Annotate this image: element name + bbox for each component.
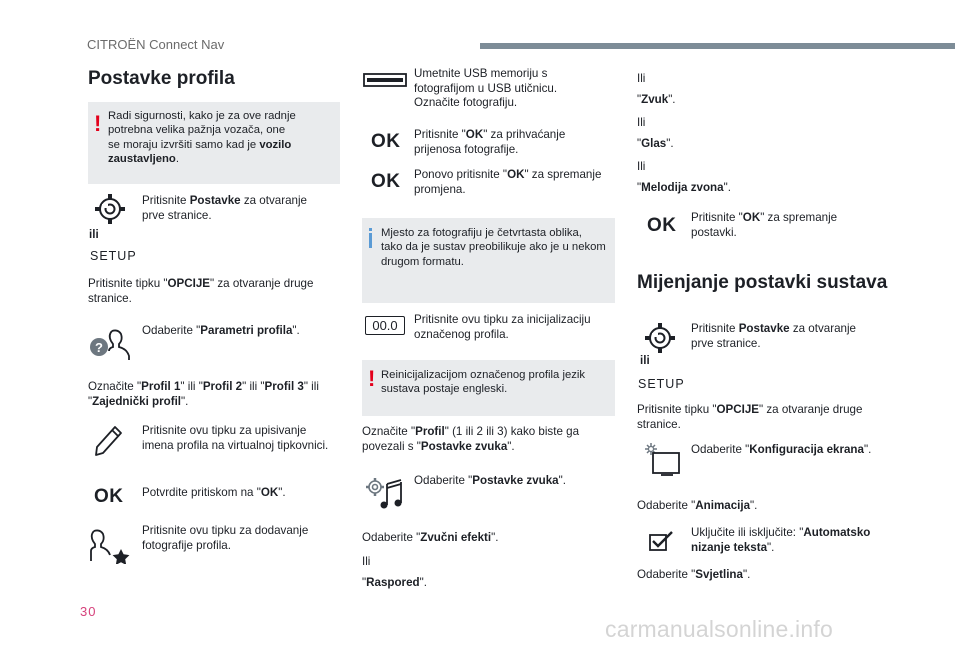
options-paragraph: Pritisnite tipku "OPCIJE" za otvaranje druge stranice. <box>637 403 863 431</box>
step-screen-config: Odaberite "Konfiguracija ekrana". <box>691 443 872 456</box>
step-insert-usb: Umetnite USB memoriju s fotografijom u USB utičnicu. Označite fotografiju. <box>414 67 558 110</box>
or-label: ili <box>89 228 99 241</box>
option-sound: "Zvuk". <box>637 93 676 106</box>
step-add-photo: Pritisnite ovu tipku za dodavanje fotografije profila. <box>142 524 309 552</box>
or-text: Ili <box>637 72 646 85</box>
step-profile-params: Odaberite "Parametri profila". <box>142 324 300 337</box>
ok-button-icon: OK <box>647 215 677 236</box>
link-profile-paragraph: Označite "Profil" (1 ili 2 ili 3) kako biste ga povezali s "Postavke zvuka". <box>362 425 580 453</box>
page-number: 30 <box>80 604 97 619</box>
option-ringtone: "Melodija zvona". <box>637 181 731 194</box>
step-toggle-autoscroll: Uključite ili isključite: "Automatsko nizanje teksta". <box>691 526 871 554</box>
warning-text: Radi sigurnosti, kako je za ove radnje potrebna velika pažnja vozača, one se moraju izvršiti samo kad je vozilo zaustavljeno. <box>108 110 296 166</box>
options-paragraph: Pritisnite tipku "OPCIJE" za otvaranje druge stranice. <box>88 277 314 305</box>
or-label: ili <box>640 354 650 367</box>
warning-box <box>88 102 340 184</box>
reset-profile-icon: 00.0 <box>365 316 405 335</box>
setup-button-label: SETUP <box>638 377 685 391</box>
pencil-icon <box>94 424 124 458</box>
settings-gear-icon <box>94 193 126 225</box>
step-sound-settings: Odaberite "Postavke zvuka". <box>414 474 566 487</box>
select-brightness: Odaberite "Svjetlina". <box>637 568 751 581</box>
step-open-settings: Pritisnite Postavke za otvaranje prve stranice. <box>691 322 856 350</box>
step-open-settings: Pritisnite Postavke za otvaranje prve stranice. <box>142 194 307 222</box>
step-save-changes: Ponovo pritisnite "OK" za spremanje promjena. <box>414 168 602 196</box>
screen-configuration-icon <box>643 441 681 477</box>
step-save-settings: Pritisnite "OK" za spremanje postavki. <box>691 211 838 239</box>
add-photo-profile-icon <box>90 528 132 564</box>
profile-parameters-icon <box>88 327 132 363</box>
or-text: Ili <box>637 116 646 129</box>
warning-text: Reinicijalizacijom označenog profila jezik sustava postaje engleski. <box>381 369 586 396</box>
select-sound-effects: Odaberite "Zvučni efekti". <box>362 531 499 544</box>
select-profile-paragraph: Označite "Profil 1" ili "Profil 2" ili "Profil 3" ili "Zajednički profil". <box>88 380 319 408</box>
step-enter-name: Pritisnite ovu tipku za upisivanje imena profila na virtualnoj tipkovnici. <box>142 424 329 452</box>
step-confirm-ok: Potvrdite pritiskom na "OK". <box>142 486 286 499</box>
warning-icon: ! <box>94 111 102 136</box>
step-reset-profile: Pritisnite ovu tipku za inicijalizaciju označenog profila. <box>414 313 591 341</box>
or-text: Ili <box>362 555 371 568</box>
section-heading-profile: Postavke profila <box>88 68 235 89</box>
checkbox-toggle-icon <box>649 530 675 552</box>
header-rule <box>480 43 955 49</box>
info-box <box>362 218 615 303</box>
ok-button-icon: OK <box>371 171 401 192</box>
sound-settings-icon <box>365 476 405 512</box>
section-heading-system: Mijenjanje postavki sustava <box>637 272 888 293</box>
running-header: CITROËN Connect Nav <box>87 37 225 52</box>
ok-button-icon: OK <box>371 131 401 152</box>
warning-icon: ! <box>368 366 376 391</box>
svg-text:?: ? <box>95 340 103 355</box>
or-text: Ili <box>637 160 646 173</box>
step-accept-photo: Pritisnite "OK" za prihvaćanje prijenosa fotografije. <box>414 128 566 156</box>
setup-button-label: SETUP <box>90 249 137 263</box>
option-voice: "Glas". <box>637 137 674 150</box>
info-icon <box>369 228 372 231</box>
watermark: carmanualsonline.info <box>605 616 833 642</box>
select-animation: Odaberite "Animacija". <box>637 499 758 512</box>
warning-box <box>362 360 615 416</box>
option-layout: "Raspored". <box>362 576 427 589</box>
info-text: Mjesto za fotografiju je četvrtasta oblika, tako da je sustav preobilikuje ako je u nekom drugom formatu. <box>381 227 606 268</box>
settings-gear-icon <box>644 322 676 354</box>
usb-slot-icon <box>363 73 407 87</box>
ok-button-icon: OK <box>94 486 124 507</box>
